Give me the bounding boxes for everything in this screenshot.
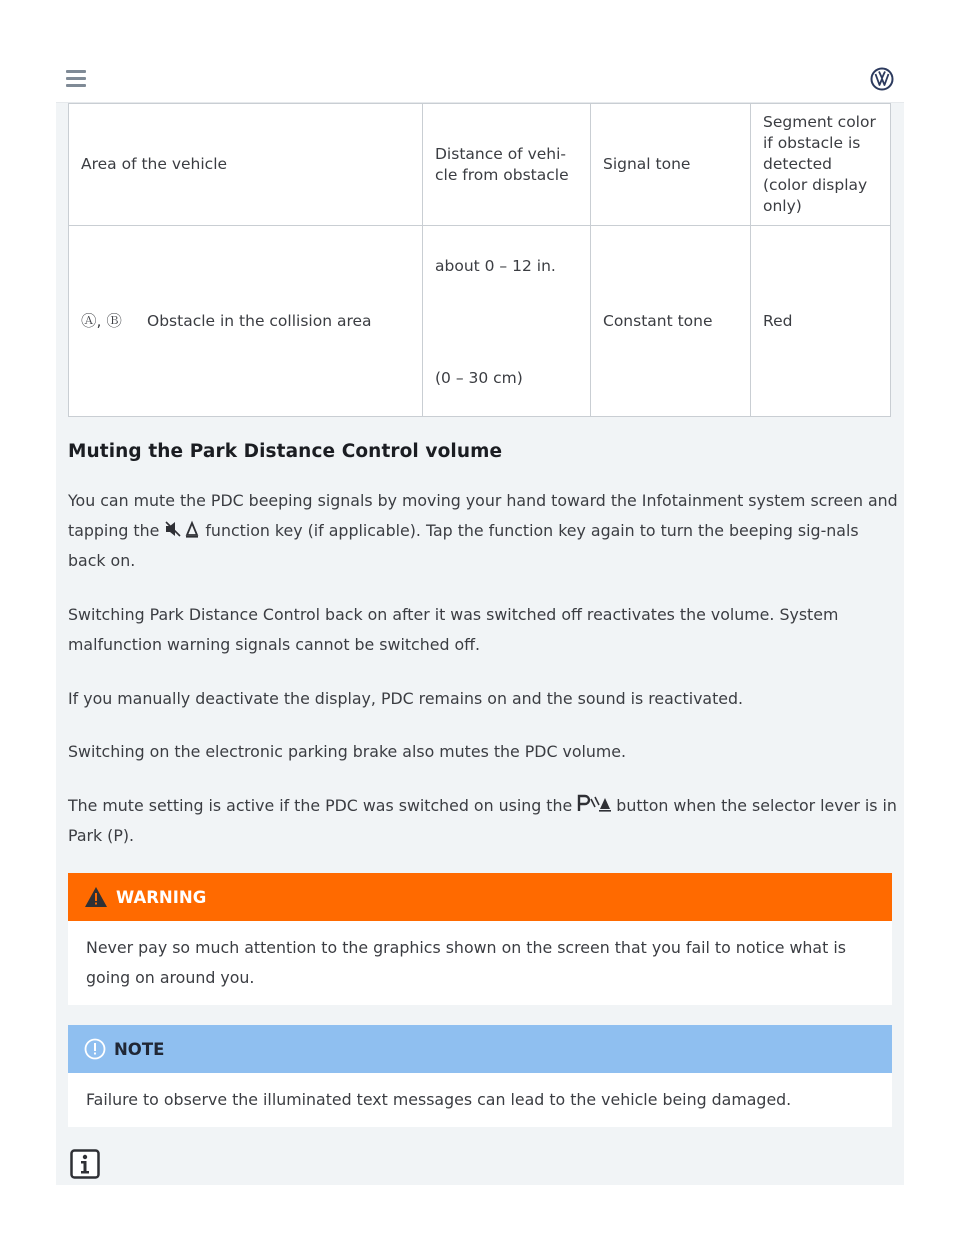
pdc-signal-table <box>68 103 891 417</box>
mute-speaker-icon <box>164 520 200 538</box>
paragraph-display: If you manually deactivate the display, PDC remains on and the sound is reactivated. <box>68 689 744 708</box>
distance-imperial: about 0 – 12 in. <box>435 257 556 275</box>
paragraph-mute <box>68 486 898 576</box>
header-segment-color: Segment color if obstacle is detected (color display only) <box>751 104 891 226</box>
table-row <box>69 226 891 417</box>
note-header <box>68 1025 892 1073</box>
top-bar <box>56 56 904 103</box>
park-assist-button-icon <box>577 793 611 813</box>
content-area <box>56 103 904 1185</box>
info-icon <box>70 1149 100 1179</box>
warning-title: WARNING <box>116 887 207 907</box>
cell-signal: Constant tone <box>591 226 751 417</box>
paragraph-reactivate: Switching Park Distance Control back on after it was switched off reactivates the volume. System malfunction warning signals cannot be switched off. <box>68 605 839 654</box>
paragraph-mute-part1: You can mute the PDC beeping signals by moving your hand toward the Infotainment system screen and tapping the <box>68 491 898 540</box>
header-area: Area of the vehicle <box>69 104 423 226</box>
area-description: Obstacle in the collision area <box>147 311 372 330</box>
note-text: Failure to observe the illuminated text messages can lead to the vehicle being damaged. <box>68 1073 892 1127</box>
paragraph-mute-part2: function key (if applicable). Tap the function key again to turn the beeping sig-nals back on. <box>68 521 859 570</box>
header-distance: Distance of vehi- cle from obstacle <box>423 104 591 226</box>
exclamation-circle-icon <box>84 1038 106 1060</box>
table-header-row <box>69 104 891 226</box>
distance-metric: (0 – 30 cm) <box>435 369 523 387</box>
warning-triangle-icon <box>84 886 108 908</box>
warning-box <box>68 873 892 1005</box>
paragraph-parking-brake: Switching on the electronic parking brake also mutes the PDC volume. <box>68 742 627 761</box>
paragraph-mute-setting <box>68 791 898 851</box>
cell-color: Red <box>751 226 891 417</box>
section-title: Muting the Park Distance Control volume <box>68 441 503 462</box>
header-signal: Signal tone <box>591 104 751 226</box>
warning-text: Never pay so much attention to the graphics shown on the screen that you fail to notice what is going on around you. <box>68 921 892 1005</box>
warning-header <box>68 873 892 921</box>
area-identifiers: Ⓐ, Ⓑ <box>81 311 122 330</box>
paragraph-mute-setting-part2: button when the selector lever is in Park (P). <box>68 796 897 845</box>
cell-area <box>69 226 423 417</box>
vw-logo-icon[interactable] <box>870 67 894 91</box>
cell-distance <box>423 226 591 417</box>
note-title: NOTE <box>114 1039 165 1059</box>
hamburger-menu-icon[interactable] <box>66 70 86 88</box>
paragraph-mute-setting-part1: The mute setting is active if the PDC was switched on using the <box>68 796 573 815</box>
note-box <box>68 1025 892 1127</box>
